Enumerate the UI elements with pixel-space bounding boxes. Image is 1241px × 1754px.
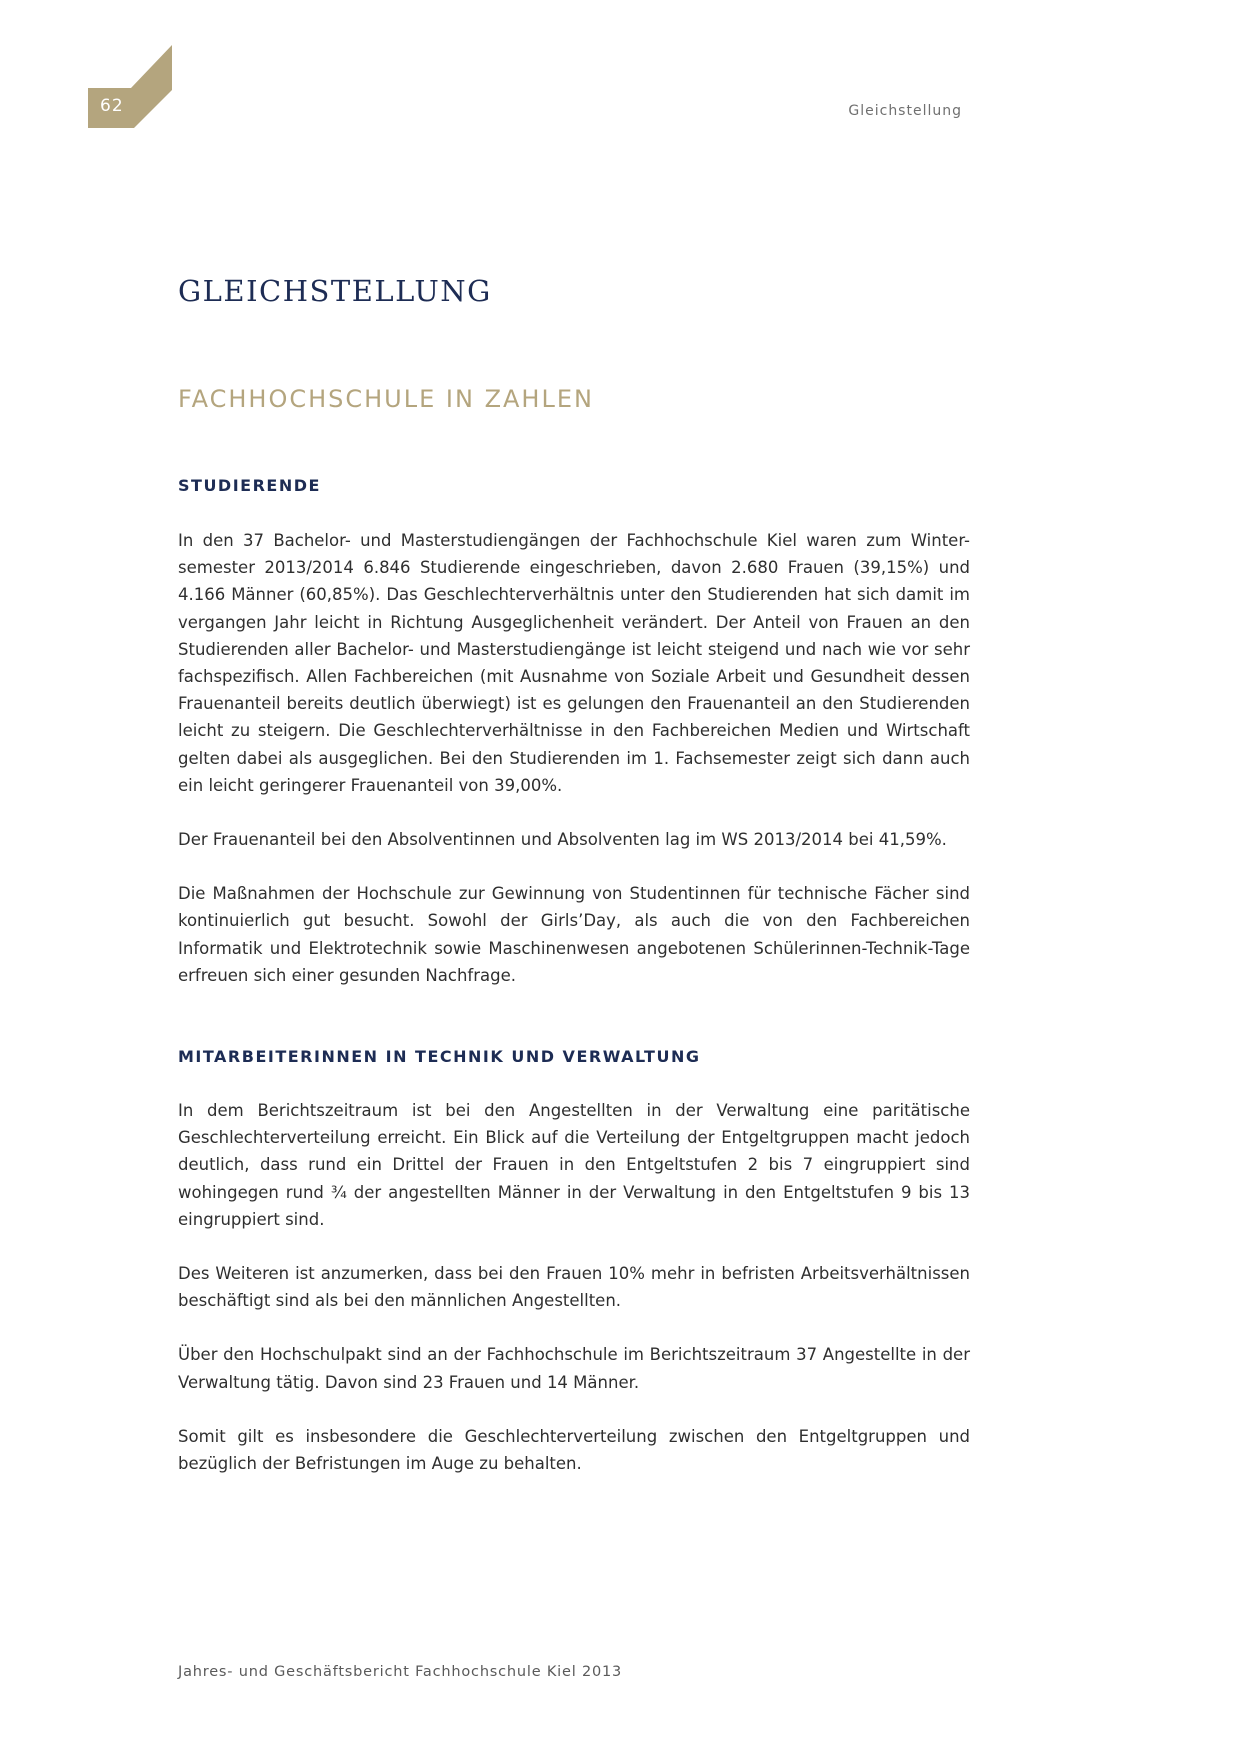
paragraph: Des Weiteren ist anzumerken, dass bei den Frauen 10% mehr in befristen Arbeitsverhältnissen beschäftigt sind als bei den männlichen Angestellten. <box>178 1264 970 1311</box>
paragraph: Über den Hochschulpakt sind an der Fachhochschule im Berichtszeitraum 37 Angestellte in der Verwaltung tätig. Davon sind 23 Frauen und 14 Männer. <box>178 1345 970 1392</box>
heading-studierende: STUDIERENDE <box>178 476 321 495</box>
paragraph: Die Maßnahmen der Hochschule zur Gewinnung von Studentinnen für technische Fächer sind kontinuierlich gut besucht. Sowohl der Girls’Day, als auch die von den Fachbereichen Informatik und Elektrotechnik sowie Maschinenwesen angebotenen Schülerinnen-Technik-Tage erfreuen sich einer gesunden Nachfrage. <box>178 884 970 985</box>
footer-text: Jahres- und Geschäftsbericht Fachhochschule Kiel 2013 <box>178 1664 623 1680</box>
paragraph: In dem Berichtszeitraum ist bei den Angestellten in der Verwaltung eine paritätische Geschlechterverteilung erreicht. Ein Blick auf die Verteilung der Entgeltgruppen macht jedoch deutlich, dass rund ein Drittel der Frauen in den Entgeltstufen 2 bis 7 eingruppiert sind wohingegen rund ¾ der angestellten Männer in der Verwaltung in den Entgeltstufen 9 bis 13 eingruppiert sind. <box>178 1101 970 1229</box>
text-block-mitarbeiterinnen <box>178 1097 970 1504</box>
page-number: 62 <box>100 96 124 116</box>
paragraph: In den 37 Bachelor- und Masterstudiengängen der Fachhochschule Kiel waren zum Winter-semester 2013/2014 6.846 Studierende eingeschrieben, davon 2.680 Frauen (39,15%) und 4.166 Männer (60,85%). Das Geschlechterverhältnis unter den Studierenden hat sich damit im vergangen Jahr leicht in Richtung Ausgeglichenheit verändert. Der Anteil von Frauen an den Studierenden aller Bachelor- und Masterstudiengänge ist leicht steigend und nach wie vor sehr fachspezifisch. Allen Fachbereichen (mit Ausnahme von Soziale Arbeit und Gesundheit dessen Frauenanteil bereits deutlich überwiegt) ist es gelungen den Frauenanteil an den Studierenden leicht zu steigern. Die Geschlechterverhältnisse in den Fachbereichen Medien und Wirtschaft gelten dabei als ausgeglichen. Bei den Studierenden im 1. Fachsemester zeigt sich dann auch ein leicht geringerer Frauenanteil von 39,00%. <box>178 531 970 795</box>
heading-mitarbeiterinnen: MITARBEITERINNEN IN TECHNIK UND VERWALTUNG <box>178 1047 701 1066</box>
page-title: GLEICHSTELLUNG <box>178 274 492 308</box>
paragraph: Somit gilt es insbesondere die Geschlechterverteilung zwischen den Entgeltgruppen und bezüglich der Befristungen im Auge zu behalten. <box>178 1426 970 1474</box>
text-block-studierende <box>178 527 970 1016</box>
section-title: FACHHOCHSCHULE IN ZAHLEN <box>178 385 594 413</box>
running-header: Gleichstellung <box>848 103 962 119</box>
paragraph: Der Frauenanteil bei den Absolventinnen und Absolventen lag im WS 2013/2014 bei 41,59%. <box>178 830 947 850</box>
